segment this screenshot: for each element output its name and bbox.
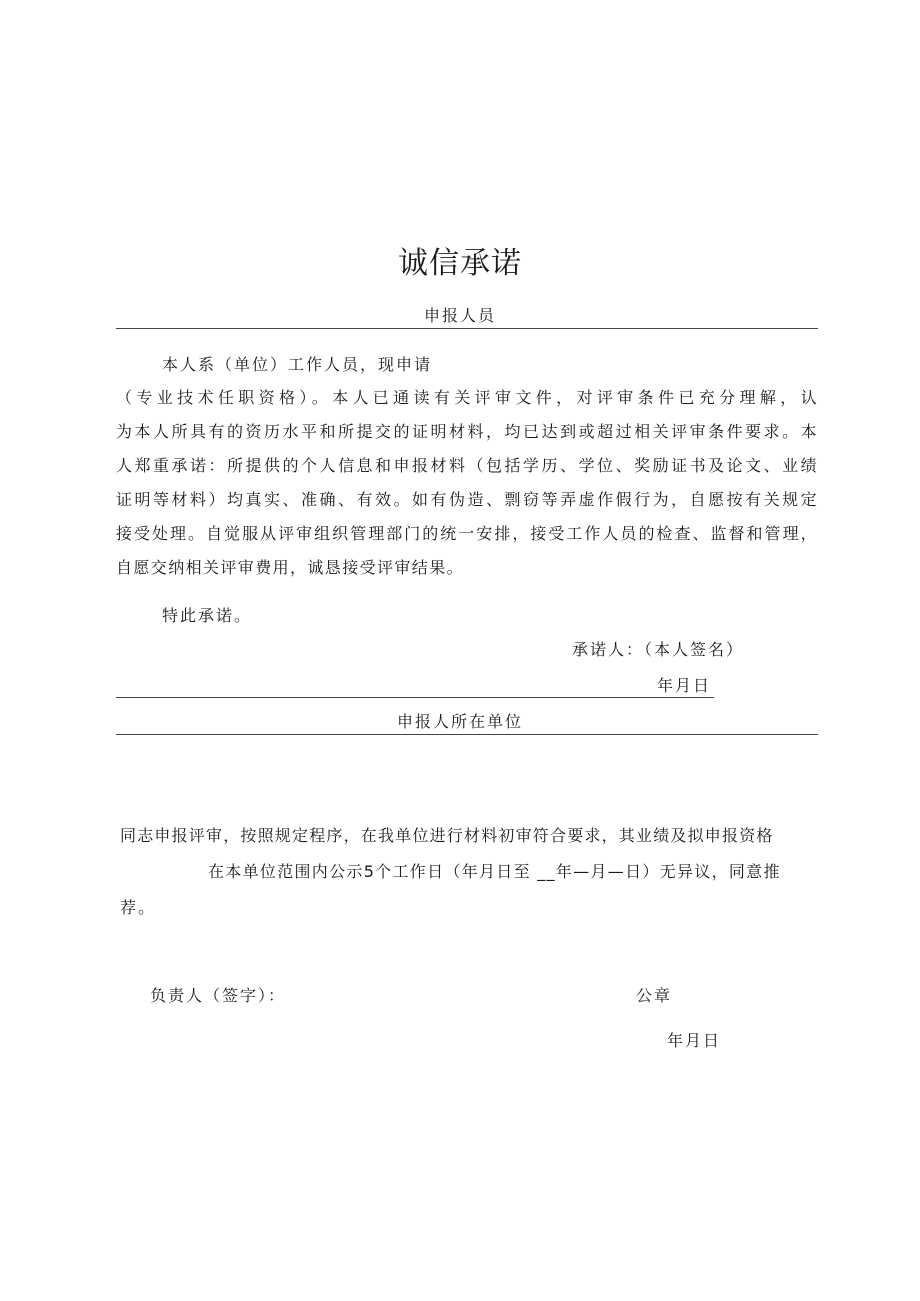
pledge-line: 自愿交纳相关评审费用，诚恳接受评审结果。	[116, 558, 465, 577]
pledge-line: 接受处理。自觉服从评审组织管理部门的统一安排，接受工作人员的检查、监督和管理，	[116, 524, 818, 543]
pledge-line: 证明等材料）均真实、准确、有效。如有伪造、剽窃等弄虚作假行为，自愿按有关规定	[116, 490, 818, 509]
unit-opinion-line: 在本单位范围内公示5个工作日（年月日至 __年—月—日）无异议，同意推	[208, 862, 781, 881]
date-label: 年月日	[657, 676, 712, 695]
unit-opinion-line: 荐。	[120, 898, 157, 917]
divider-line	[116, 734, 818, 735]
responsible-signature-label: 负责人（签字）：	[150, 986, 287, 1005]
unit-opinion-line: 同志申报评审，按照规定程序，在我单位进行材料初审符合要求，其业绩及拟申报资格	[120, 826, 774, 845]
pledge-closing: 特此承诺。	[162, 606, 253, 625]
pledge-intro-line: 本人系（单位）工作人员，现申请	[162, 355, 433, 374]
pledge-body	[116, 381, 818, 585]
pledge-line: 为本人所具有的资历水平和所提交的证明材料，均已达到或超过相关评审条件要求。本	[116, 422, 818, 441]
date-label: 年月日	[667, 1031, 722, 1050]
seal-label: 公章	[636, 986, 673, 1005]
section-heading-applicant: 申报人员	[423, 306, 496, 325]
section-heading-unit: 申报人所在单位	[396, 712, 523, 731]
divider-line	[116, 697, 714, 698]
page-title: 诚信承诺	[398, 246, 522, 281]
divider-line	[116, 328, 818, 329]
signer-label: 承诺人：（本人签名）	[572, 640, 745, 659]
pledge-line: （专业技术任职资格）。本人已通读有关评审文件，对评审条件已充分理解，认	[116, 388, 818, 407]
pledge-line: 人郑重承诺：所提供的个人信息和申报材料（包括学历、学位、奖励证书及论文、业绩	[116, 456, 818, 475]
